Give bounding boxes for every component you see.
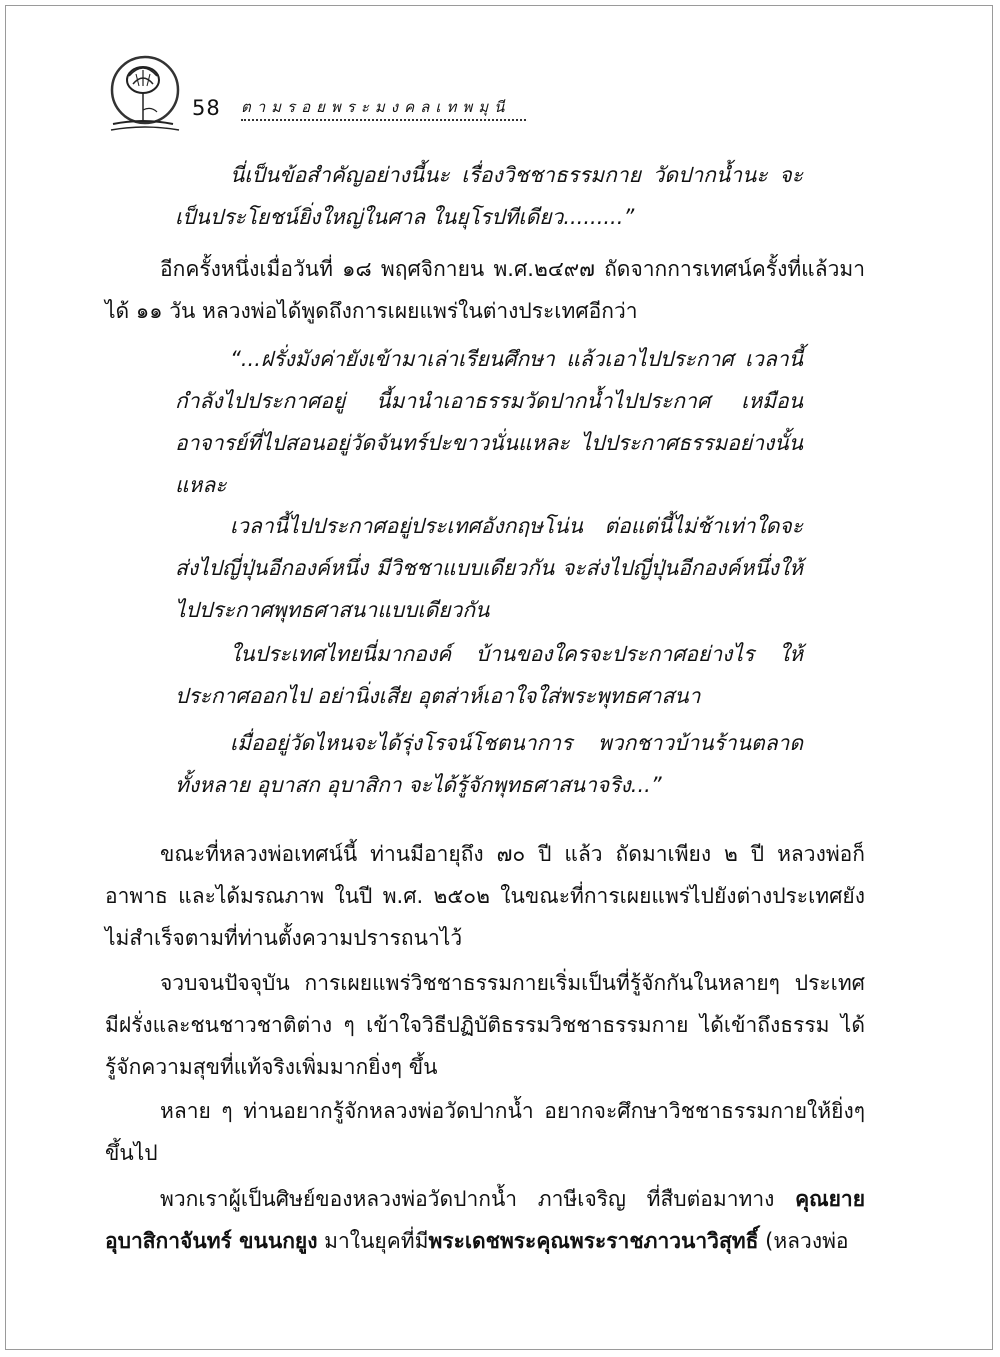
paragraph-2: ขณะที่หลวงพ่อเทศน์นี้ ท่านมีอายุถึง ๗๐ ปี แล้ว ถัดมาเพียง ๒ ปี หลวงพ่อก็อาพาธ และได้มรณภาพ ในปี พ.ศ. ๒๕๐๒ ในขณะที่การเผยแพร่ไปยังต่างประเทศยังไม่สำเร็จตามที่ท่านตั้งความปรารถนาไว้	[105, 842, 865, 950]
paragraph-5	[105, 1178, 865, 1262]
paragraph-5-name-yai: คุณยายอุบาสิกาจันทร์ ขนนกยูง	[105, 1187, 865, 1253]
paragraph-5-name-phra: พระเดชพระคุณพระราชภาวนาวิสุทธิ์	[428, 1229, 759, 1253]
page-number: 58	[192, 96, 221, 120]
paragraph-5-text-e: (หลวงพ่อ	[758, 1229, 849, 1253]
paragraph-3: จวบจนปัจจุบัน การเผยแพร่วิชชาธรรมกายเริ่มเป็นที่รู้จักกันในหลายๆ ประเทศ มีฝรั่งและชนชาวชาติต่าง ๆ เข้าใจวิธีปฏิบัติธรรมวิชชาธรรมกาย ได้เข้าถึงธรรม ได้รู้จักความสุขที่แท้จริงเพิ่มมากยิ่งๆ ขึ้น	[105, 971, 865, 1079]
lotus-logo-graphic	[103, 50, 187, 138]
quote-block-2: “...ฝรั่งมังค่ายังเข้ามาเล่าเรียนศึกษา แล้วเอาไปประกาศ เวลานี้กำลังไปประกาศอยู่ นี้มานำเอาธรรมวัดปากน้ำไปประกาศ เหมือนอาจารย์ที่ไปสอนอยู่วัดจันทร์ปะขาวนั่นแหละ ไปประกาศธรรมอย่างนั้นแหละ	[175, 347, 803, 497]
title-underline	[241, 113, 526, 121]
quote-block-1: นี่เป็นข้อสำคัญอย่างนี้นะ เรื่องวิชชาธรรมกาย วัดปากน้ำนะ จะเป็นประโยชน์ยิ่งใหญ่ในศาล ในยุโรปทีเดียว.........”	[175, 163, 803, 229]
lotus-logo-icon	[103, 50, 187, 138]
quote-block-4: ในประเทศไทยนี่มากองค์ บ้านของใครจะประกาศอย่างไร ให้ประกาศออกไป อย่านิ่งเสีย อุตส่าห์เอาใจใส่พระพุทธศาสนา	[175, 642, 803, 708]
paragraph-5-text-c: มาในยุคที่มี	[317, 1229, 429, 1253]
paragraph-1: อีกครั้งหนึ่งเมื่อวันที่ ๑๘ พฤศจิกายน พ.ศ.๒๔๙๗ ถัดจากการเทศน์ครั้งที่แล้วมาได้ ๑๑ วัน หลวงพ่อได้พูดถึงการเผยแพร่ในต่างประเทศอีกว่า	[105, 257, 865, 323]
paragraph-5-text-a: พวกเราผู้เป็นศิษย์ของหลวงพ่อวัดปากน้ำ ภาษีเจริญ ที่สืบต่อมาทาง	[160, 1187, 796, 1211]
running-title: ตามรอยพระมงคลเทพมุนี	[241, 98, 511, 116]
quote-block-5: เมื่ออยู่วัดไหนจะได้รุ่งโรจน์โชตนาการ พวกชาวบ้านร้านตลาดทั้งหลาย อุบาสก อุบาสิกา จะได้รู้จักพุทธศาสนาจริง...”	[175, 731, 803, 797]
paragraph-4: หลาย ๆ ท่านอยากรู้จักหลวงพ่อวัดปากน้ำ อยากจะศึกษาวิชชาธรรมกายให้ยิ่งๆ ขึ้นไป	[105, 1099, 865, 1165]
quote-block-3: เวลานี้ไปประกาศอยู่ประเทศอังกฤษโน่น ต่อแต่นี้ไม่ช้าเท่าใดจะส่งไปญี่ปุ่นอีกองค์หนึ่ง มีวิชชาแบบเดียวกัน จะส่งไปญี่ปุ่นอีกองค์หนึ่งให้ไปประกาศพุทธศาสนาแบบเดียวกัน	[175, 514, 803, 622]
